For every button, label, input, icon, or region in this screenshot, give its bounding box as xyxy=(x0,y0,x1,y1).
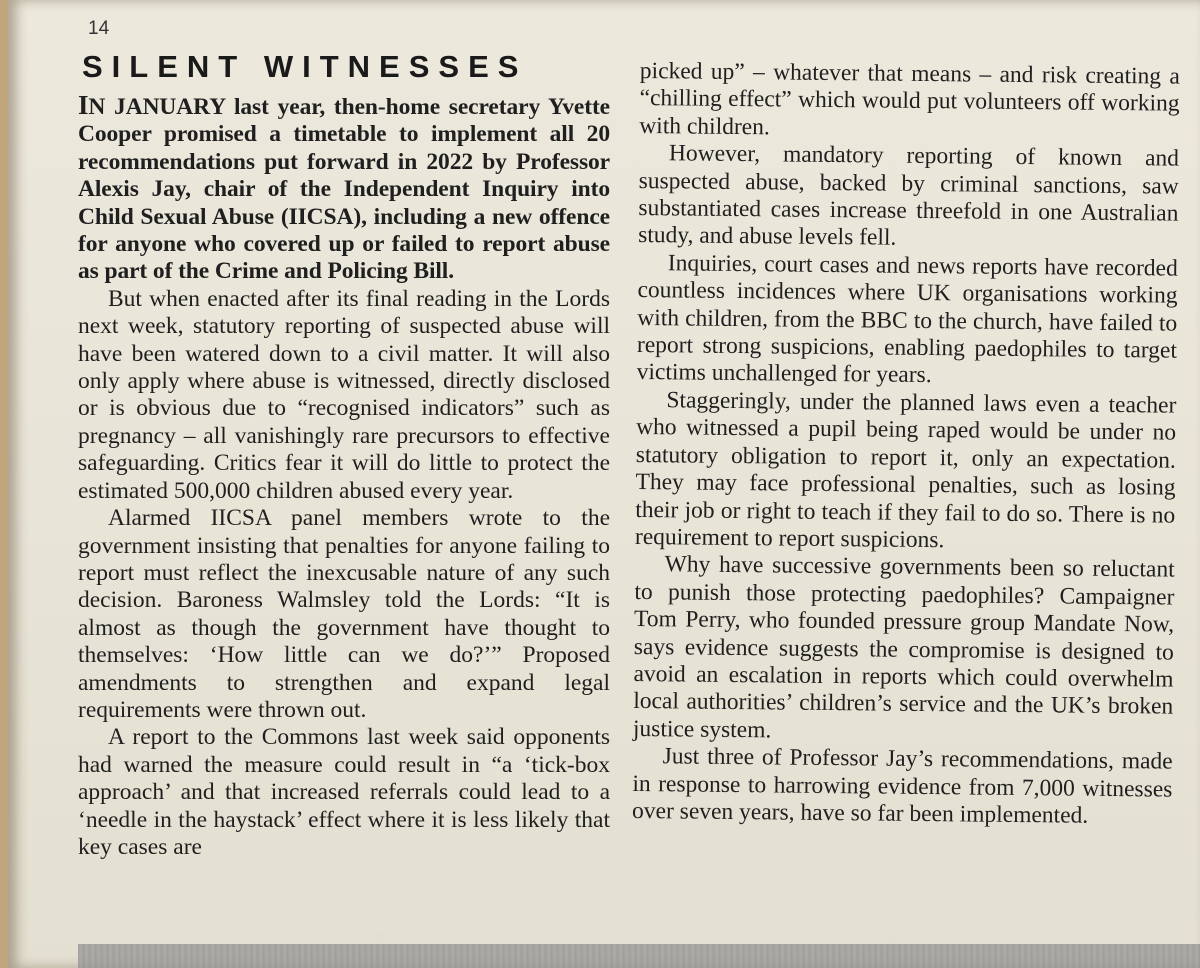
body-paragraph: Staggeringly, under the planned laws even a teacher who witnessed a pupil being raped would be under no statutory obligation to report it, only an expectation. They may face professional penalties, such as losing their job or right to teach if they fail to do so. There is no requirement to report suspicions. xyxy=(634,387,1177,554)
bottom-rule-bar xyxy=(78,944,1200,968)
body-paragraph: A report to the Commons last week said opponents had warned the measure could result in “a ‘tick-box approach’ and that increased referrals could lead to a ‘needle in the haystack’ effect where it is less likely that key cases are xyxy=(78,724,610,860)
lead-rest: last year, then-home secretary Yvette Cooper promised a timetable to implement all 20 recommendations put forward in 2022 by Professor Alexis Jay, chair of the Independent Inquiry into Child Sexual Abuse (IICSA), including a new offence for anyone who covered up or failed to report abuse as part of the Crime and Policing Bill. xyxy=(78,94,611,285)
newspaper-page xyxy=(8,0,1200,968)
body-paragraph: Alarmed IICSA panel members wrote to the government insisting that penalties for anyone failing to report must reflect the inexcusable nature of any such decision. Baroness Walmsley told the Lords: “It is almost as though the government have thought to themselves: ‘How little can we do?’” Proposed amendments to strengthen and expand legal requirements were thrown out. xyxy=(78,505,610,723)
body-paragraph: Inquiries, court cases and news reports have recorded countless incidences where UK organisations working with children, from the BBC to the church, have failed to report strong suspicions, enabling paedophiles to target victims unchallenged for years. xyxy=(636,250,1178,389)
body-paragraph: But when enacted after its final reading in the Lords next week, statutory reporting of suspected abuse will have been watered down to a civil matter. It will also only apply where abuse is witnessed, directly disclosed or is obvious due to “recognised indicators” such as pregnancy – all vanishingly rare precursors to effective safeguarding. Critics fear it will do little to protect the estimated 500,000 children abused every year. xyxy=(78,285,610,504)
headline: SILENT WITNESSES xyxy=(82,49,528,84)
lead-first-words: N JANUARY xyxy=(88,94,226,120)
lead-dropcap: I xyxy=(78,90,89,120)
page-number: 14 xyxy=(88,18,110,39)
lead-paragraph xyxy=(78,92,610,286)
body-paragraph: Why have successive governments been so reluctant to punish those protecting paedophiles? Campaigner Tom Perry, who founded pressure group Mandate Now, says evidence suggests the compromise is designed to avoid an escalation in reports which could overwhelm local authorities’ children’s service and the UK’s broken justice system. xyxy=(632,551,1175,744)
continuation-paragraph: picked up” – whatever that means – and risk creating a “chilling effect” which would put volunteers off working with children. xyxy=(639,58,1180,141)
article-column-right xyxy=(632,58,1180,831)
body-paragraph: Just three of Professor Jay’s recommendations, made in response to harrowing evidence from 7,000 witnesses over seven years, have so far been implemented. xyxy=(631,743,1173,829)
body-paragraph: However, mandatory reporting of known and suspected abuse, backed by criminal sanctions, saw substantiated cases increase threefold in one Australian study, and abuse levels fell. xyxy=(638,140,1180,252)
article-column-left xyxy=(78,50,610,861)
